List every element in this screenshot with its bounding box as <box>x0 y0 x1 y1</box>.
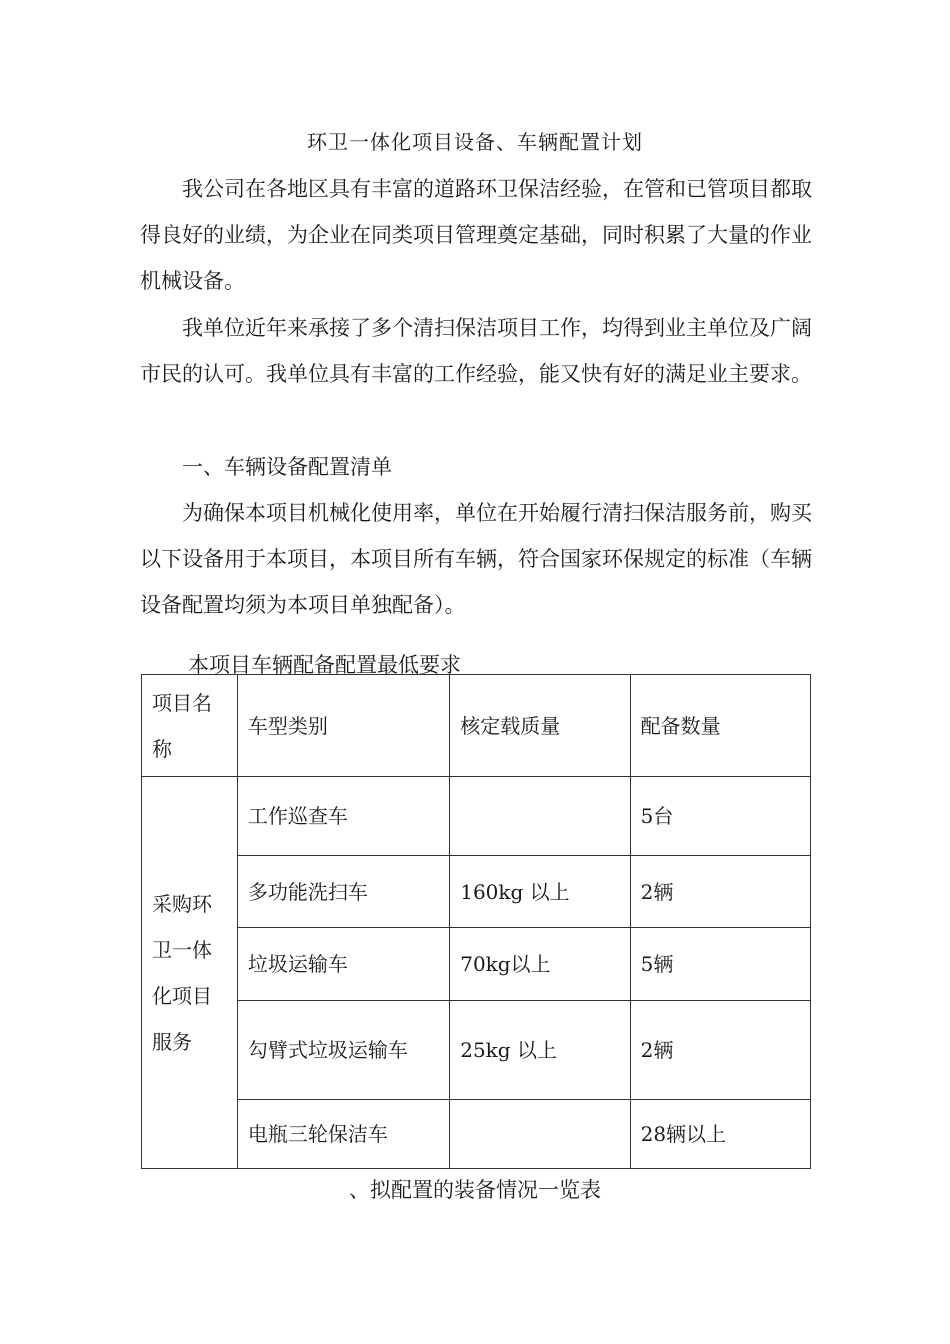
capacity-cell: 25kg 以上 <box>450 1001 630 1100</box>
quantity-cell: 5台 <box>630 777 810 856</box>
vehicle-type-cell: 勾臂式垃圾运输车 <box>237 1001 449 1100</box>
vehicle-type-cell: 多功能洗扫车 <box>237 856 449 928</box>
capacity-cell: 70kg以上 <box>450 928 630 1001</box>
header-project-name: 项目名称 <box>142 675 238 777</box>
table-row <box>142 777 811 856</box>
vehicle-type-cell: 工作巡查车 <box>237 777 449 856</box>
header-quantity: 配备数量 <box>630 675 810 777</box>
section-heading: 一、车辆设备配置清单 <box>182 455 392 479</box>
quantity-cell: 2辆 <box>630 856 810 928</box>
vehicle-type-cell: 垃圾运输车 <box>237 928 449 1001</box>
quantity-cell: 2辆 <box>630 1001 810 1100</box>
table-row <box>142 1001 811 1100</box>
table-header-row <box>142 675 811 777</box>
project-name-cell: 采购环卫一体化项目服务 <box>142 777 238 1169</box>
table-row <box>142 1100 811 1169</box>
section-paragraph: 为确保本项目机械化使用率，单位在开始履行清扫保洁服务前，购买以下设备用于本项目，本项目所有车辆，符合国家环保规定的标准（车辆设备配置均须为本项目单独配备）。 <box>140 501 812 617</box>
vehicle-type-cell: 电瓶三轮保洁车 <box>237 1100 449 1169</box>
equipment-list-caption: 、拟配置的装备情况一览表 <box>349 1178 601 1202</box>
header-vehicle-type: 车型类别 <box>237 675 449 777</box>
capacity-cell <box>450 1100 630 1169</box>
quantity-cell: 5辆 <box>630 928 810 1001</box>
header-capacity: 核定载质量 <box>450 675 630 777</box>
capacity-cell: 160kg 以上 <box>450 856 630 928</box>
table-caption: 本项目车辆配备配置最低要求 <box>188 653 461 677</box>
vehicle-config-table <box>141 674 811 1169</box>
intro-paragraph-1: 我公司在各地区具有丰富的道路环卫保洁经验，在管和已管项目都取得良好的业绩，为企业在同类项目管理奠定基础，同时积累了大量的作业机械设备。 <box>140 177 812 293</box>
capacity-cell <box>450 777 630 856</box>
intro-paragraph-2: 我单位近年来承接了多个清扫保洁项目工作，均得到业主单位及广阔市民的认可。我单位具有丰富的工作经验，能又快有好的满足业主要求。 <box>140 316 812 386</box>
quantity-cell: 28辆以上 <box>630 1100 810 1169</box>
table-row <box>142 856 811 928</box>
document-title: 环卫一体化项目设备、车辆配置计划 <box>307 130 643 154</box>
table-row <box>142 928 811 1001</box>
